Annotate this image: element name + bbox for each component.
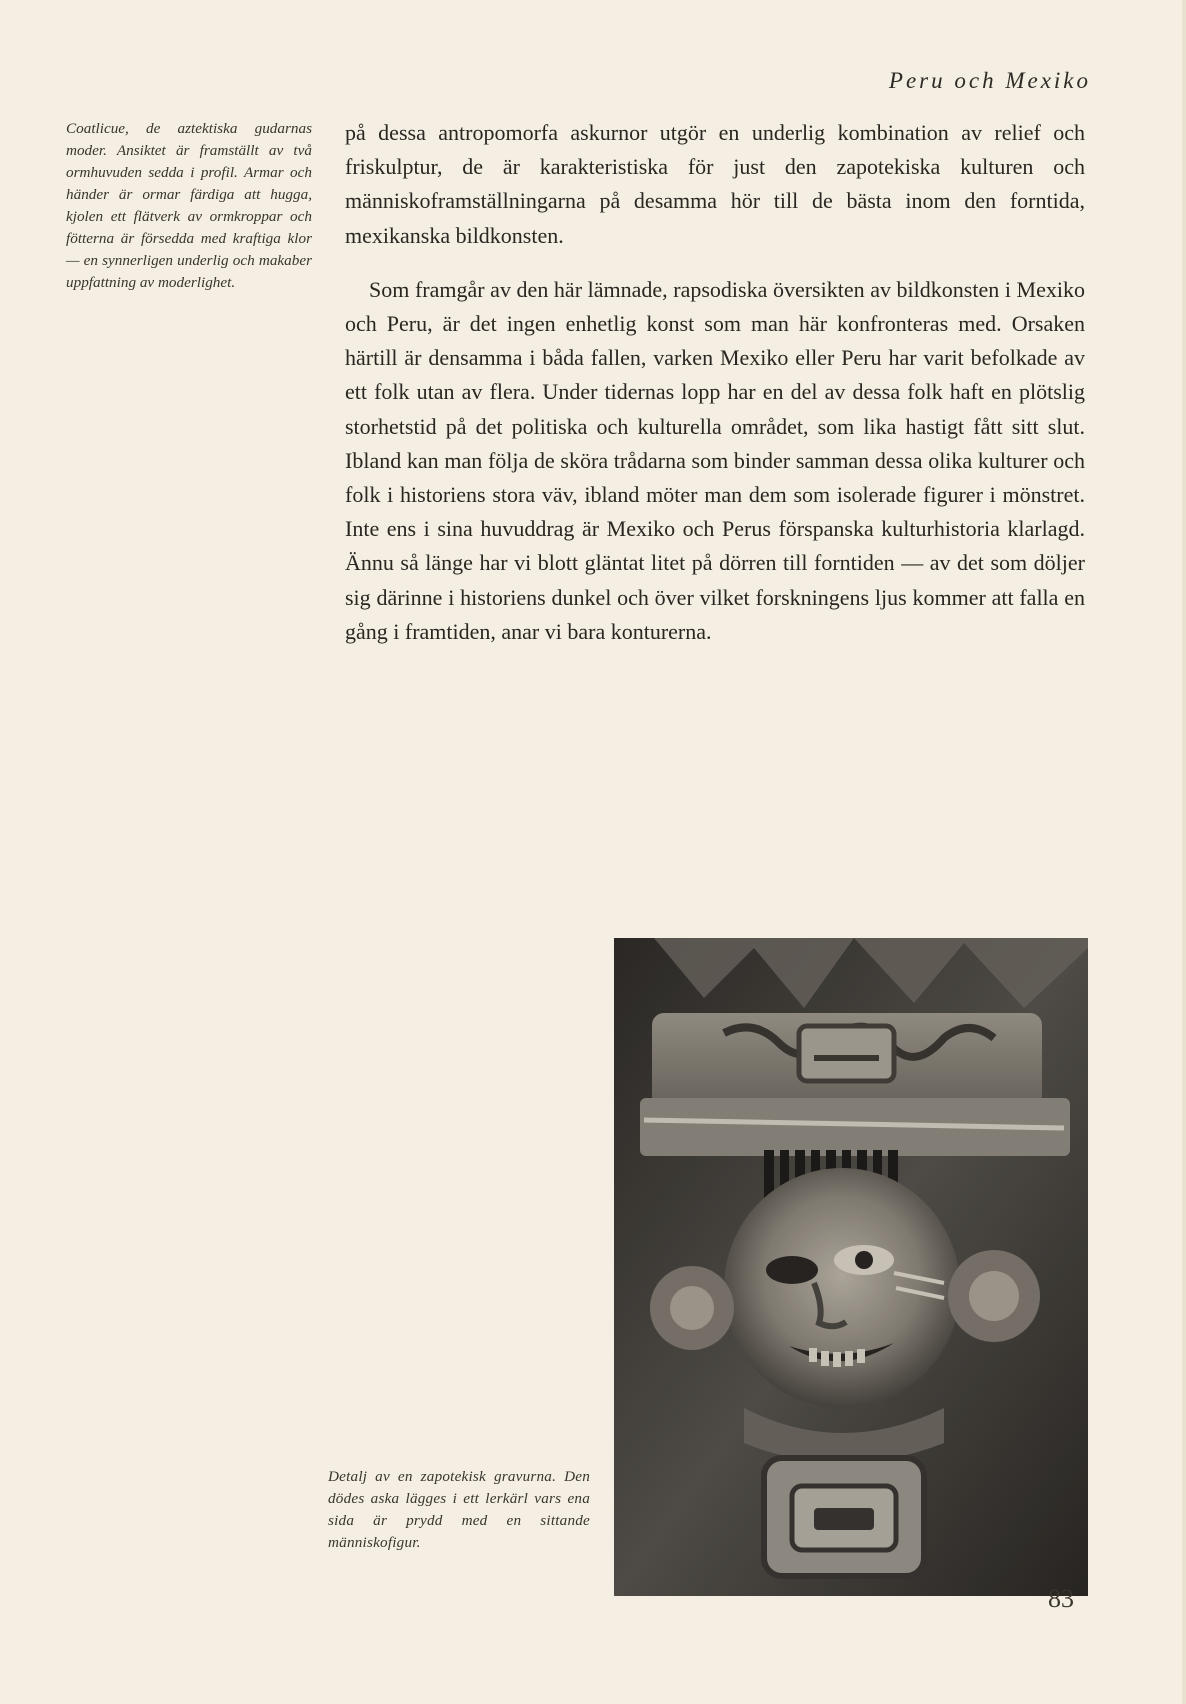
- page-number: 83: [1048, 1584, 1074, 1613]
- body-text: [345, 116, 1085, 649]
- body-paragraph-1: på dessa antropomorfa askurnor utgör en underlig kombination av relief och friskulptur, de är karakteristiska för just den zapotekiska kulturen och människoframställningarna på desamma hör till de bästa inom den forntida, mexikanska bildkonsten.: [345, 120, 1085, 248]
- side-caption: Coatlicue, de aztektiska gudarnas moder. Ansiktet är framställt av två ormhuvuden sedda i profil. Armar och händer är ormar färdiga att hugga, kjolen ett flätverk av ormkroppar och fötterna är försedda med kraftiga klor — en synnerligen underlig och makaber uppfattning av moderlighet.: [66, 120, 312, 291]
- page-edge: [1182, 0, 1186, 1704]
- photo-caption: Detalj av en zapotekisk gravurna. Den dödes aska lägges i ett lerkärl vars ena sida är prydd med en sittande människofigur.: [328, 1468, 590, 1551]
- zapotec-urn-photo: [614, 938, 1088, 1596]
- zapotec-urn-illustration: [614, 938, 1088, 1596]
- body-paragraph-2: Som framgår av den här lämnade, rapsodiska översikten av bildkonsten i Mexiko och Peru, är det ingen enhetlig konst som man här konfronteras med. Orsaken härtill är densamma i båda fallen, varken Mexiko eller Peru har varit befolkade av ett folk utan av flera. Under tidernas lopp har en del av dessa folk haft en plötslig storhetstid på det politiska och kulturella området, som lika hastigt fått sitt slut. Ibland kan man följa de sköra trådarna som binder samman dessa olika kulturer och folk i historiens stora väv, ibland möter man dem som isolerade figurer i mönstret. Inte ens i sina huvuddrag är Mexiko och Perus förspanska kulturhistoria klarlagd. Ännu så länge har vi blott gläntat litet på dörren till forntiden — av det som döljer sig därinne i historiens dunkel och över vilket forskningens ljus kommer att falla en gång i framtiden, anar vi bara konturerna.: [345, 276, 1085, 644]
- running-head: Peru och Mexiko: [888, 68, 1091, 93]
